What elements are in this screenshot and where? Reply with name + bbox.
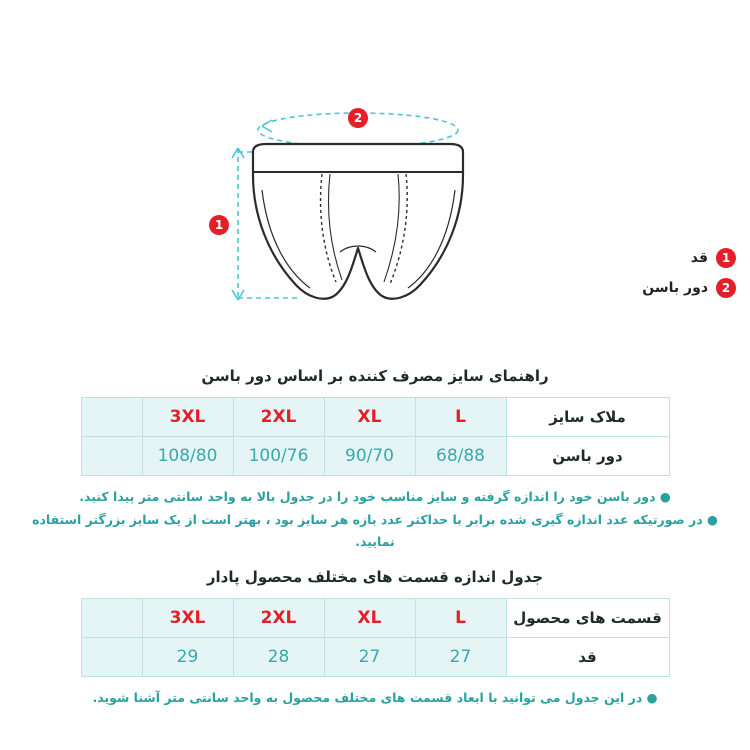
- table1-col-xl: XL: [324, 398, 415, 437]
- legend-label-height: قد: [690, 250, 708, 266]
- consumer-size-table: [81, 397, 670, 476]
- table2-title: جدول اندازه قسمت های مختلف محصول پادار: [206, 567, 544, 586]
- table-row-header: [81, 598, 669, 637]
- table2-note-1: ● در این جدول می توانید با ابعاد قسمت های مختلف محصول به واحد سانتی متر آشنا شوید.: [92, 689, 658, 705]
- table1-hip-3xl: 108/80: [142, 437, 233, 476]
- table2-row-header-label: قسمت های محصول: [506, 598, 669, 637]
- table1-corner-cell: [81, 398, 142, 437]
- table2-col-l: L: [415, 598, 506, 637]
- product-dimensions-table: [81, 598, 670, 677]
- table1-col-l: L: [415, 398, 506, 437]
- table2-length-3xl: 29: [142, 637, 233, 676]
- legend-item-height: [556, 248, 736, 268]
- table1-col-3xl: 3XL: [142, 398, 233, 437]
- table1-hip-l: 68/88: [415, 437, 506, 476]
- table2-notes: [0, 687, 750, 710]
- product-dimensions-section: [0, 568, 750, 710]
- table2-col-xl: XL: [324, 598, 415, 637]
- table2-end-cell: [81, 637, 142, 676]
- table1-title: راهنمای سایز مصرف کننده بر اساس دور باسن: [201, 367, 549, 385]
- table-row: [81, 637, 669, 676]
- legend-label-hip: دور باسن: [642, 280, 708, 296]
- legend-item-hip: [556, 278, 736, 298]
- table1-note-2: ● در صورتیکه عدد اندازه گیری شده برابر با حداکثر عدد بازه هر سایز بود ، بهتر است از یک سایز بزرگتر استفاده نمایید.: [32, 511, 718, 549]
- size-diagram: [0, 0, 750, 345]
- marker-height-badge: 1: [209, 215, 229, 235]
- table-row: [81, 437, 669, 476]
- table1-end-cell: [81, 437, 142, 476]
- table2-length-xl: 27: [324, 637, 415, 676]
- table2-corner-cell: [81, 598, 142, 637]
- table1-col-2xl: 2XL: [233, 398, 324, 437]
- table2-length-l: 27: [415, 637, 506, 676]
- table-row-header: [81, 398, 669, 437]
- table2-col-3xl: 3XL: [142, 598, 233, 637]
- table2-row-label-length: قد: [506, 637, 669, 676]
- table1-notes: [0, 486, 750, 554]
- consumer-size-section: [0, 367, 750, 554]
- marker-hip-badge: 2: [348, 108, 368, 128]
- table1-row-label-hip: دور باسن: [506, 437, 669, 476]
- legend-badge-1: 1: [716, 248, 736, 268]
- table1-hip-2xl: 100/76: [233, 437, 324, 476]
- table1-row-header-label: ملاک سایز: [506, 398, 669, 437]
- table1-hip-xl: 90/70: [324, 437, 415, 476]
- table2-length-2xl: 28: [233, 637, 324, 676]
- table1-note-1: ● دور باسن خود را اندازه گرفته و سایز مناسب خود را در جدول بالا به واحد سانتی متر پیدا کنید.: [79, 489, 671, 504]
- legend-badge-2: 2: [716, 278, 736, 298]
- table2-col-2xl: 2XL: [233, 598, 324, 637]
- legend: [556, 248, 736, 308]
